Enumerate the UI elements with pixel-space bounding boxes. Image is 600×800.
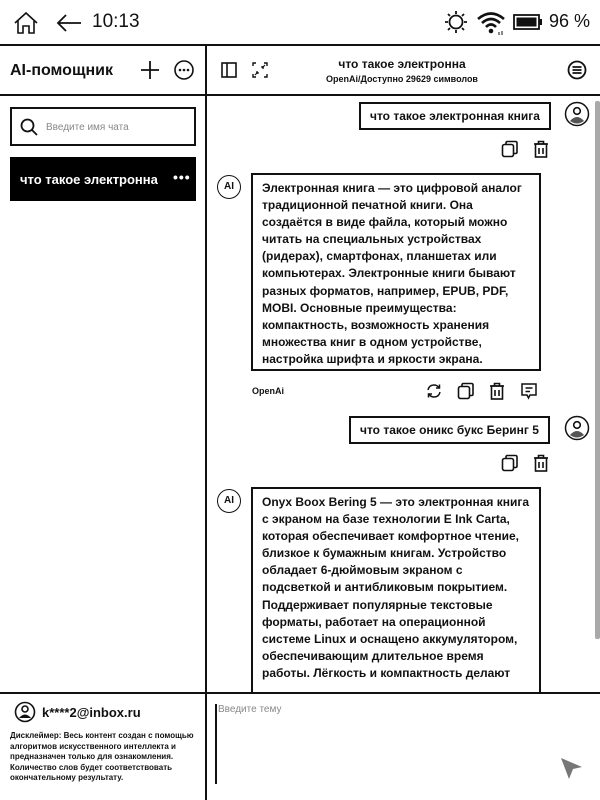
chat-messages[interactable] (207, 96, 600, 692)
status-bar (0, 0, 600, 46)
message-composer (207, 692, 600, 800)
copy-icon[interactable] (501, 140, 519, 158)
disclaimer-text: Дисклеймер: Весь контент создан с помощью алгоритмов искусственного интеллекта и предназначен только для ознакомления. Количество слов будет соответствовать окончательному результату. (10, 731, 194, 782)
back-arrow-icon[interactable] (55, 12, 83, 34)
new-chat-plus-icon[interactable] (139, 59, 161, 81)
wifi-icon[interactable] (476, 10, 508, 36)
app-title: AI-помощник (10, 62, 113, 79)
brightness-icon[interactable] (444, 10, 468, 34)
send-icon[interactable] (559, 756, 583, 780)
user-avatar-icon (564, 101, 590, 127)
home-icon[interactable] (13, 11, 39, 35)
chat-title: что такое электронна (338, 57, 466, 71)
user-message: что такое электронная книга (359, 102, 551, 130)
more-options-icon[interactable] (173, 59, 195, 81)
user-email[interactable]: k****2@inbox.ru (42, 705, 141, 720)
battery-icon (513, 14, 543, 30)
assistant-message: Onyx Boox Bering 5 — это электронная книга с экраном на базе технологии E Ink Carta, которая обеспечивает комфортное чтение, близкое к бумажным книгам. Устройство обладает 6-дюймовым экраном с подсветкой и антибликовым покрытием. Поддерживает популярные текстовые форматы, работает на операционной системе Linux и оснащено аккумулятором, обеспечивающим длительное время работы. Лёгкость и компактность делают (251, 487, 541, 692)
sidebar-header (0, 46, 205, 96)
message-input[interactable] (215, 704, 545, 784)
regenerate-icon[interactable] (425, 382, 443, 400)
chat-list-item-label: что такое электронна (20, 172, 158, 187)
chat-search-box[interactable] (10, 107, 196, 146)
chat-search-input[interactable] (46, 118, 191, 136)
copy-icon[interactable] (501, 454, 519, 472)
delete-icon[interactable] (532, 140, 550, 158)
delete-icon[interactable] (488, 382, 506, 400)
copy-icon[interactable] (457, 382, 475, 400)
feedback-message-icon[interactable] (520, 382, 538, 400)
menu-icon[interactable] (567, 60, 587, 80)
ai-badge: AI (217, 489, 241, 513)
ai-badge: AI (217, 175, 241, 199)
delete-icon[interactable] (532, 454, 550, 472)
chat-list-item[interactable] (10, 157, 196, 201)
search-icon (20, 118, 38, 136)
assistant-message: Электронная книга — это цифровой аналог традиционной печатной книги. Она создаётся в виде файла, который можно читать на специальных устройствах (ридерах), смартфонах, планшетах или компьютерах. Электронные книги бывают разных форматов, например, EPUB, PDF, MOBI. Основные преимущества: компактность, возможность хранения множества книг в одном устройстве, настройка шрифта и яркости экрана. (251, 173, 541, 371)
user-avatar-icon (564, 415, 590, 441)
clock: 10:13 (92, 11, 140, 32)
model-label: OpenAi (252, 386, 285, 396)
chat-header (207, 46, 600, 96)
chat-subtitle: OpenAi/Доступно 29629 символов (326, 74, 478, 84)
user-message: что такое оникс букс Беринг 5 (349, 416, 550, 444)
user-account-icon[interactable] (14, 701, 36, 723)
battery-percent: 96 % (549, 11, 591, 31)
scrollbar[interactable] (595, 101, 600, 639)
collapse-fullscreen-icon[interactable] (252, 62, 268, 78)
toggle-sidebar-icon[interactable] (221, 62, 237, 78)
sidebar-footer (0, 692, 205, 800)
chat-item-more-icon[interactable]: ••• (173, 169, 191, 185)
